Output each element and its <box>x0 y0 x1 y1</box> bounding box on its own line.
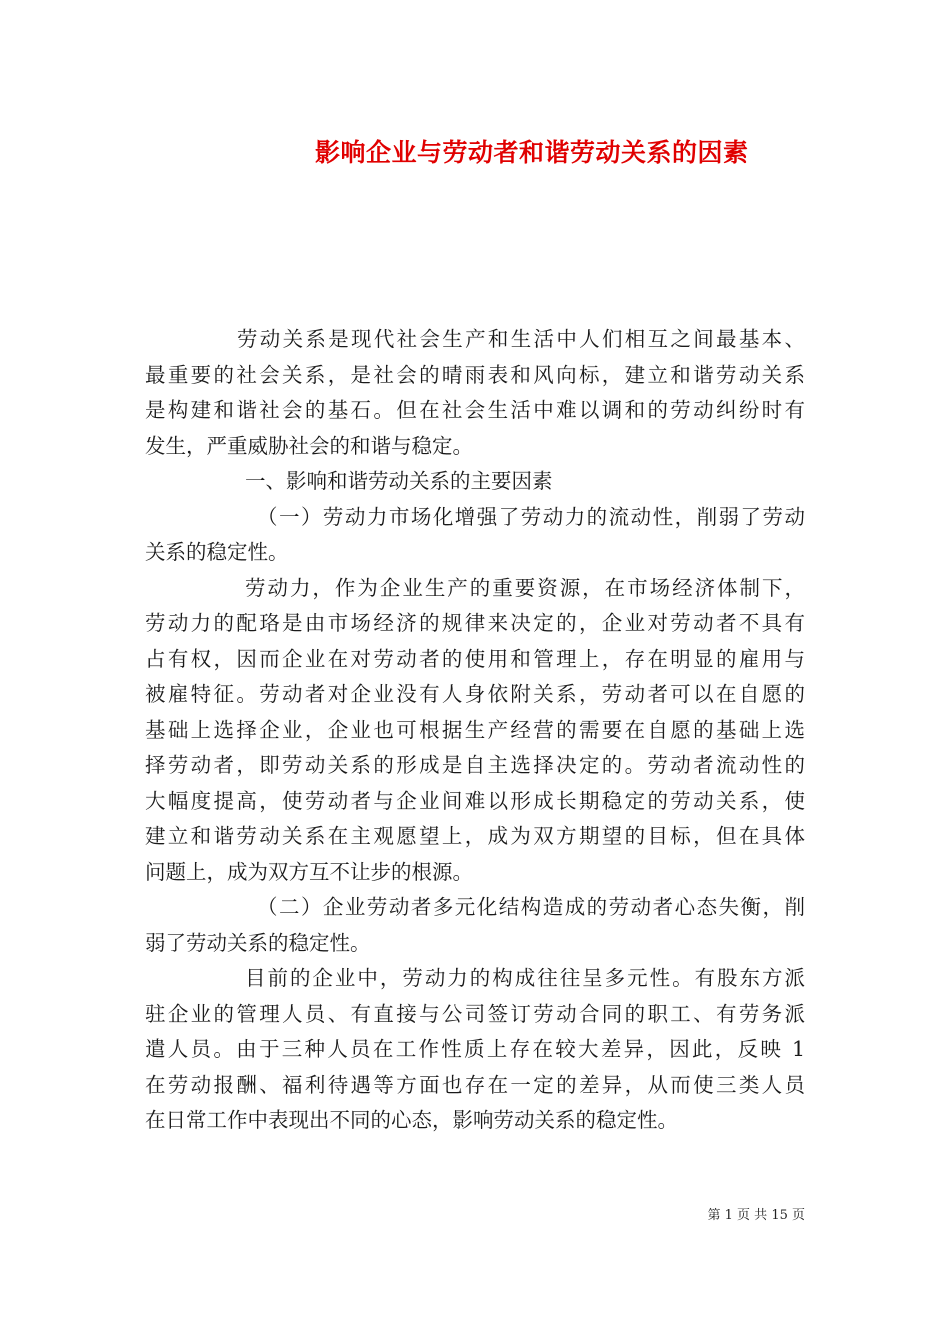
text-line: 劳动关系是现代社会生产和生活中人们相互之间最基本、 <box>237 327 805 351</box>
subsection-heading-1 <box>145 500 805 571</box>
text-line: （一）劳动力市场化增强了劳动力的流动性，削弱了劳动 <box>257 504 805 529</box>
text-line: 劳动力的配珞是由市场经济的规律来决定的，企业对劳动者不具有 <box>145 611 805 635</box>
text-line: 占有权，因而企业在对劳动者的使用和管理上，存在明显的雇用与 <box>145 646 805 671</box>
text-line: 最重要的社会关系，是社会的晴雨表和风向标，建立和谐劳动关系 <box>145 362 805 387</box>
section-heading <box>145 464 805 500</box>
text-line: 基础上选择企业，企业也可根据生产经营的需要在自愿的基础上选 <box>145 717 805 742</box>
text-line: 在日常工作中表现出不同的心态，影响劳动关系的稳定性。 <box>145 1108 678 1132</box>
paragraph-labor-force <box>145 571 805 891</box>
text-line: 遣人员。由于三种人员在工作性质上存在较大差异，因此，反映 1 <box>145 1037 805 1061</box>
text-line: 择劳动者，即劳动关系的形成是自主选择决定的。劳动者流动性的 <box>145 753 805 777</box>
text-line: 劳动力，作为企业生产的重要资源，在市场经济体制下， <box>245 575 805 600</box>
document-body <box>145 322 805 1139</box>
text-line: 是构建和谐社会的基石。但在社会生活中难以调和的劳动纠纷时有 <box>145 398 805 422</box>
page-number: 第 1 页 共 15 页 <box>707 1208 805 1223</box>
text-line: 关系的稳定性。 <box>145 540 289 564</box>
text-line: 大幅度提高，使劳动者与企业间难以形成长期稳定的劳动关系，使 <box>145 788 805 813</box>
text-line: 驻企业的管理人员、有直接与公司签订劳动合同的职工、有劳务派 <box>145 1001 805 1026</box>
paragraph-intro <box>145 322 805 464</box>
document-title: 影响企业与劳动者和谐劳动关系的因素 <box>315 138 749 167</box>
text-line: （二）企业劳动者多元化结构造成的劳动者心态失衡，削 <box>257 895 805 919</box>
text-line: 问题上，成为双方互不让步的根源。 <box>145 859 473 884</box>
text-line: 被雇特征。劳动者对企业没有人身依附关系，劳动者可以在自愿的 <box>145 682 805 706</box>
text-line: 目前的企业中，劳动力的构成往往呈多元性。有股东方派 <box>245 966 805 990</box>
text-line: 发生，严重威胁社会的和谐与稳定。 <box>145 433 473 458</box>
text-line: 在劳动报酬、福利待遇等方面也存在一定的差异，从而使三类人员 <box>145 1072 805 1097</box>
subsection-heading-2 <box>145 890 805 961</box>
paragraph-diverse-workforce <box>145 961 805 1139</box>
heading-line: 一、影响和谐劳动关系的主要因素 <box>245 469 553 493</box>
text-line: 建立和谐劳动关系在主观愿望上，成为双方期望的目标，但在具体 <box>145 824 805 848</box>
text-line: 弱了劳动关系的稳定性。 <box>145 930 371 955</box>
